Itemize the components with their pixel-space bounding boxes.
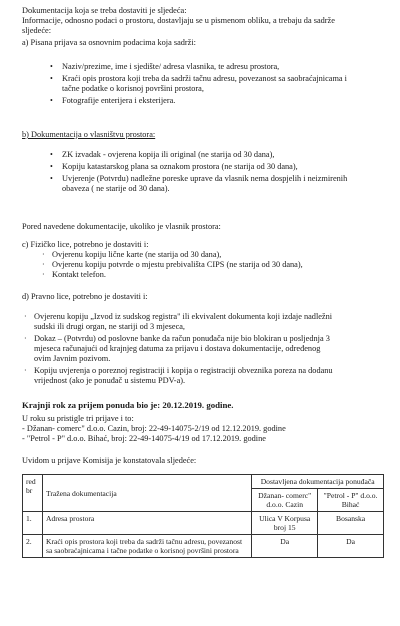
row-bidder-1-value: Da	[252, 535, 318, 558]
bullet-icon: •	[50, 62, 53, 71]
section-d-title: d) Pravno lice, potrebno je dostaviti i:	[22, 292, 148, 301]
row-document: Adresa prostora	[42, 512, 251, 535]
section-b-title: b) Dokumentacija o vlasništvu prostora:	[22, 130, 156, 139]
section-b-item-3: Uvjerenje (Potvrdu) nadležne poreske uprave da vlasnik nema dospjelih i neizmirenih	[62, 174, 348, 183]
section-c-item-3: Kontakt telefon.	[52, 270, 106, 279]
section-d-item-2-cont2: ovim Javnim pozivom.	[34, 354, 111, 363]
table-header-row	[23, 475, 384, 489]
section-b-item-1: ZK izvadak - ovjerena kopija ili original (ne starija od 30 dana),	[62, 150, 275, 159]
bullet-icon: •	[50, 162, 53, 171]
section-c-item-1: Ovjerenu kopiju lične karte (ne starija od 30 dana),	[52, 250, 222, 259]
row-bidder-2-value: Da	[318, 535, 384, 558]
section-a-item-2-cont: tačne podatke o korisnoj površini prostora,	[62, 84, 204, 93]
section-c-title: c) Fizičko lice, potrebno je dostaviti i:	[22, 240, 149, 249]
table-row	[23, 535, 384, 558]
row-document: Kraći opis prostora koji treba da sadrži tačnu adresu, povezanost sa saobraćajnicama i tačne podatke o korisnoj površini prostora	[42, 535, 251, 558]
bullet-icon: •	[50, 74, 53, 83]
intro-line-3: sljedeće:	[22, 26, 52, 35]
section-a-item-1: Naziv/prezime, ime i sjedište/ adresa vlasnika, te adresu prostora,	[62, 62, 280, 71]
bullet-icon: •	[50, 96, 53, 105]
section-c-item-2: Ovjerenu kopiju potvrde o mjestu prebivališta CIPS (ne starija od 30 dana),	[52, 260, 303, 269]
section-d-item-2: Dokaz – (Potvrdu) od poslovne banke da račun ponuđača nije bio blokiran u posljednja 3	[34, 334, 330, 343]
received-line-1: U roku su pristigle tri prijave i to:	[22, 414, 134, 423]
intro-line-1: Dokumentacija koja se treba dostaviti je sljedeća:	[22, 6, 187, 15]
section-a-title: a) Pisana prijava sa osnovnim podacima koja sadrži:	[22, 38, 196, 47]
intro-line-2: Informacije, odnosno podaci o prostoru, dostavljaju se u pismenom obliku, a trebaju da sadrže	[22, 16, 335, 25]
received-line-3: - "Petrol - P" d.o.o. Bihać, broj: 22-49-14075-4/19 od 17.12.2019. godine	[22, 434, 266, 443]
bullet-icon: ·	[42, 250, 45, 259]
header-dostavljena-dokumentacija: Dostavljena dokumentacija ponuđača	[252, 475, 384, 489]
table-row	[23, 512, 384, 535]
header-bidder-2: "Petrol - P" d.o.o. Bihać	[318, 489, 384, 512]
section-d-item-3-cont: vrijednost (ako je ponuđač u sistemu PDV-a).	[34, 376, 186, 385]
bullet-icon: •	[50, 174, 53, 183]
bullet-icon: ·	[42, 260, 45, 269]
bullet-icon: ·	[24, 334, 27, 343]
owner-note: Pored navedene dokumentacije, ukoliko je vlasnik prostora:	[22, 222, 221, 231]
section-a-item-2: Kraći opis prostora koji treba da sadrži tačnu adresu, povezanost sa saobraćajnicama i	[62, 74, 347, 83]
section-d-item-3: Kopiju uvjerenja o poreznoj registraciji i kopija o registraciji obveznika poreza na dodanu	[34, 366, 333, 375]
bullet-icon: •	[50, 150, 53, 159]
header-red-br: red br	[23, 475, 43, 512]
row-number: 2.	[23, 535, 43, 558]
section-b-item-2: Kopiju katastarskog plana sa oznakom prostora (ne starija od 30 dana),	[62, 162, 298, 171]
row-bidder-1-value: Ulica V Korpusa broj 15	[252, 512, 318, 535]
section-b-item-3-cont: obaveza ( ne starije od 30 dana).	[62, 184, 170, 193]
bullet-icon: ·	[24, 366, 27, 375]
section-d-item-2-cont: mjeseca računajući od krajnjeg datuma za prijavu i dostava dokumentacije, određenog	[34, 344, 321, 353]
header-bidder-1: Džanan- comerc" d.o.o. Cazin	[252, 489, 318, 512]
deadline: Krajnji rok za prijem ponuda bio je: 20.12.2019. godine.	[22, 400, 234, 410]
received-line-2: - Džanan- comerc" d.o.o. Cazin, broj: 22-49-14075-2/19 od 12.12.2019. godine	[22, 424, 286, 433]
commission-note: Uvidom u prijave Komisija je konstatovala sljedeće:	[22, 456, 197, 465]
section-d-item-1-cont: sudski ili drugi organ, ne stariji od 3 mjeseca,	[34, 322, 186, 331]
section-a-item-3: Fotografije enterijera i eksterijera.	[62, 96, 176, 105]
bullet-icon: ·	[42, 270, 45, 279]
header-trazena-dokumentacija: Tražena dokumentacija	[42, 475, 251, 512]
row-number: 1.	[23, 512, 43, 535]
section-d-item-1: Ovjerenu kopiju „Izvod iz sudskog registra" ili ekvivalent dokumenta koji izdaje nadležni	[34, 312, 333, 321]
offers-table	[22, 474, 384, 558]
bullet-icon: ·	[24, 312, 27, 321]
row-bidder-2-value: Bosanska	[318, 512, 384, 535]
